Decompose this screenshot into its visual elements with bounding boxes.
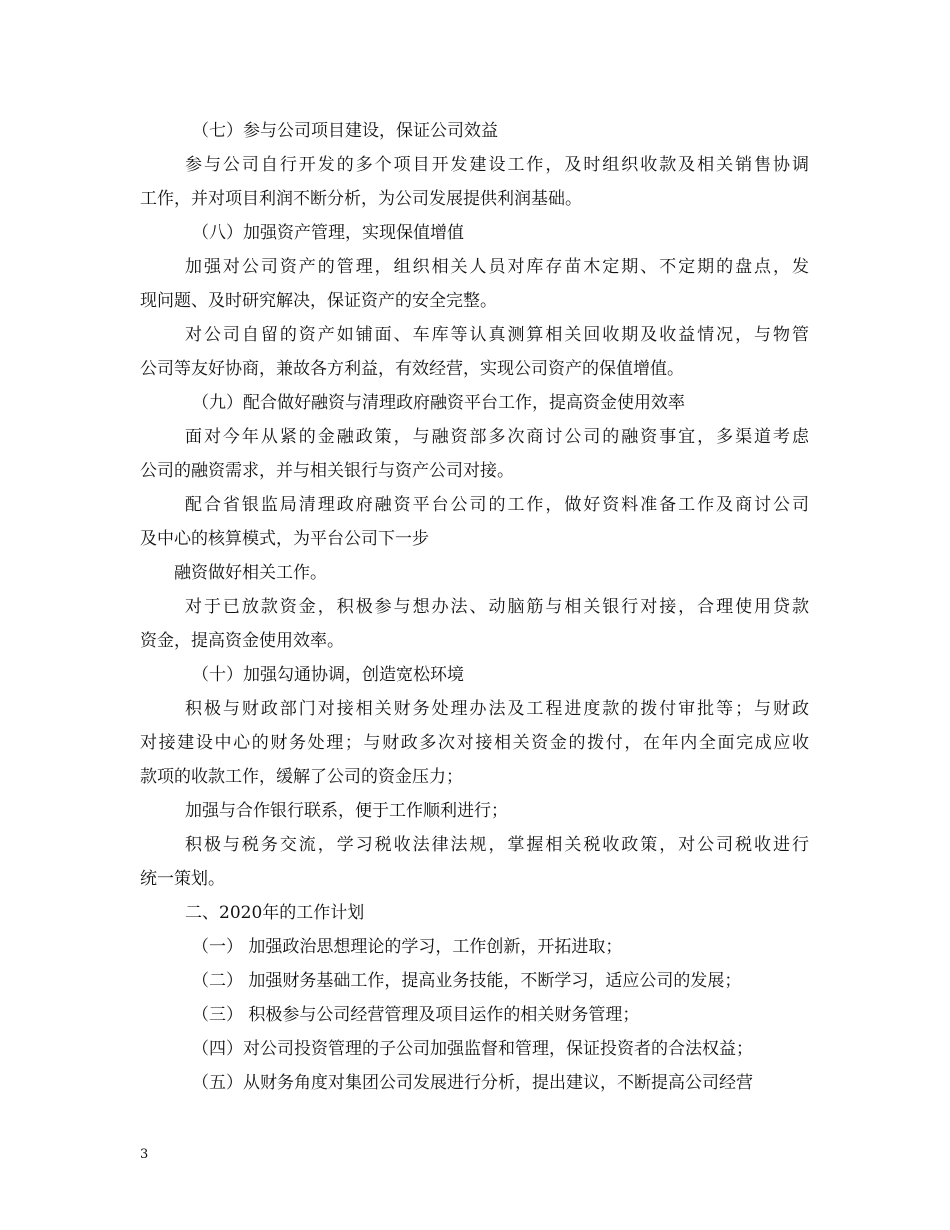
paragraph-line: 参与公司自行开发的多个项目开发建设工作，及时组织收款及相关销售协调 — [185, 155, 809, 175]
paragraph-line: 对公司自留的资产如铺面、车库等认真测算相关回收期及收益情况，与物管 — [185, 325, 809, 345]
paragraph-line: 对接建设中心的财务处理；与财政多次对接相关资金的拨付，在年内全面完成应收 — [140, 733, 809, 753]
paragraph-line: 融资做好相关工作。 — [174, 563, 327, 583]
paragraph-line: 积极与财政部门对接相关财务处理办法及工程进度款的拨付审批等；与财政 — [185, 699, 809, 719]
paragraph-line: 公司的融资需求，并与相关银行与资产公司对接。 — [140, 461, 514, 481]
plan-item-1: （一） 加强政治思想理论的学习，工作创新，开拓进取； — [192, 937, 623, 957]
paragraph-line: 配合省银监局清理政府融资平台公司的工作，做好资料准备工作及商讨公司 — [185, 495, 809, 515]
paragraph-line: 加强与合作银行联系，便于工作顺利进行； — [185, 801, 508, 821]
paragraph-line: 面对今年从紧的金融政策，与融资部多次商讨公司的融资事宜，多渠道考虑 — [185, 427, 809, 447]
paragraph-line: 加强对公司资产的管理，组织相关人员对库存苗木定期、不定期的盘点，发 — [185, 257, 809, 277]
paragraph-line: 对于已放款资金，积极参与想办法、动脑筋与相关银行对接，合理使用贷款 — [185, 597, 809, 617]
plan-item-4: （四）对公司投资管理的子公司加强监督和管理，保证投资者的合法权益； — [192, 1039, 753, 1059]
heading-section-8: （八）加强资产管理，实现保值增值 — [192, 223, 464, 243]
paragraph-line: 及中心的核算模式，为平台公司下一步 — [140, 529, 429, 549]
paragraph-line: 款项的收款工作，缓解了公司的资金压力； — [140, 767, 463, 787]
paragraph-line: 现问题、及时研究解决，保证资产的安全完整。 — [140, 291, 497, 311]
plan-item-2: （二） 加强财务基础工作，提高业务技能，不断学习，适应公司的发展； — [192, 971, 742, 991]
paragraph-line: 公司等友好协商，兼故各方利益，有效经营，实现公司资产的保值增值。 — [140, 359, 684, 379]
heading-plan-2020: 二、2020年的工作计划 — [185, 903, 365, 923]
paragraph-line: 统一策划。 — [140, 869, 225, 889]
paragraph-line: 资金，提高资金使用效率。 — [140, 631, 344, 651]
plan-item-5: （五）从财务角度对集团公司发展进行分析，提出建议，不断提高公司经营 — [192, 1073, 753, 1093]
heading-section-9: （九）配合做好融资与清理政府融资平台工作，提高资金使用效率 — [192, 393, 685, 413]
heading-section-7: （七）参与公司项目建设，保证公司效益 — [192, 121, 498, 141]
paragraph-line: 工作，并对项目利润不断分析，为公司发展提供利润基础。 — [140, 189, 582, 209]
page-number: 3 — [140, 1147, 149, 1162]
heading-section-10: （十）加强勾通协调，创造宽松环境 — [192, 665, 464, 685]
paragraph-line: 积极与税务交流，学习税收法律法规，掌握相关税收政策，对公司税收进行 — [185, 835, 809, 855]
plan-item-3: （三） 积极参与公司经营管理及项目运作的相关财务管理； — [192, 1005, 640, 1025]
